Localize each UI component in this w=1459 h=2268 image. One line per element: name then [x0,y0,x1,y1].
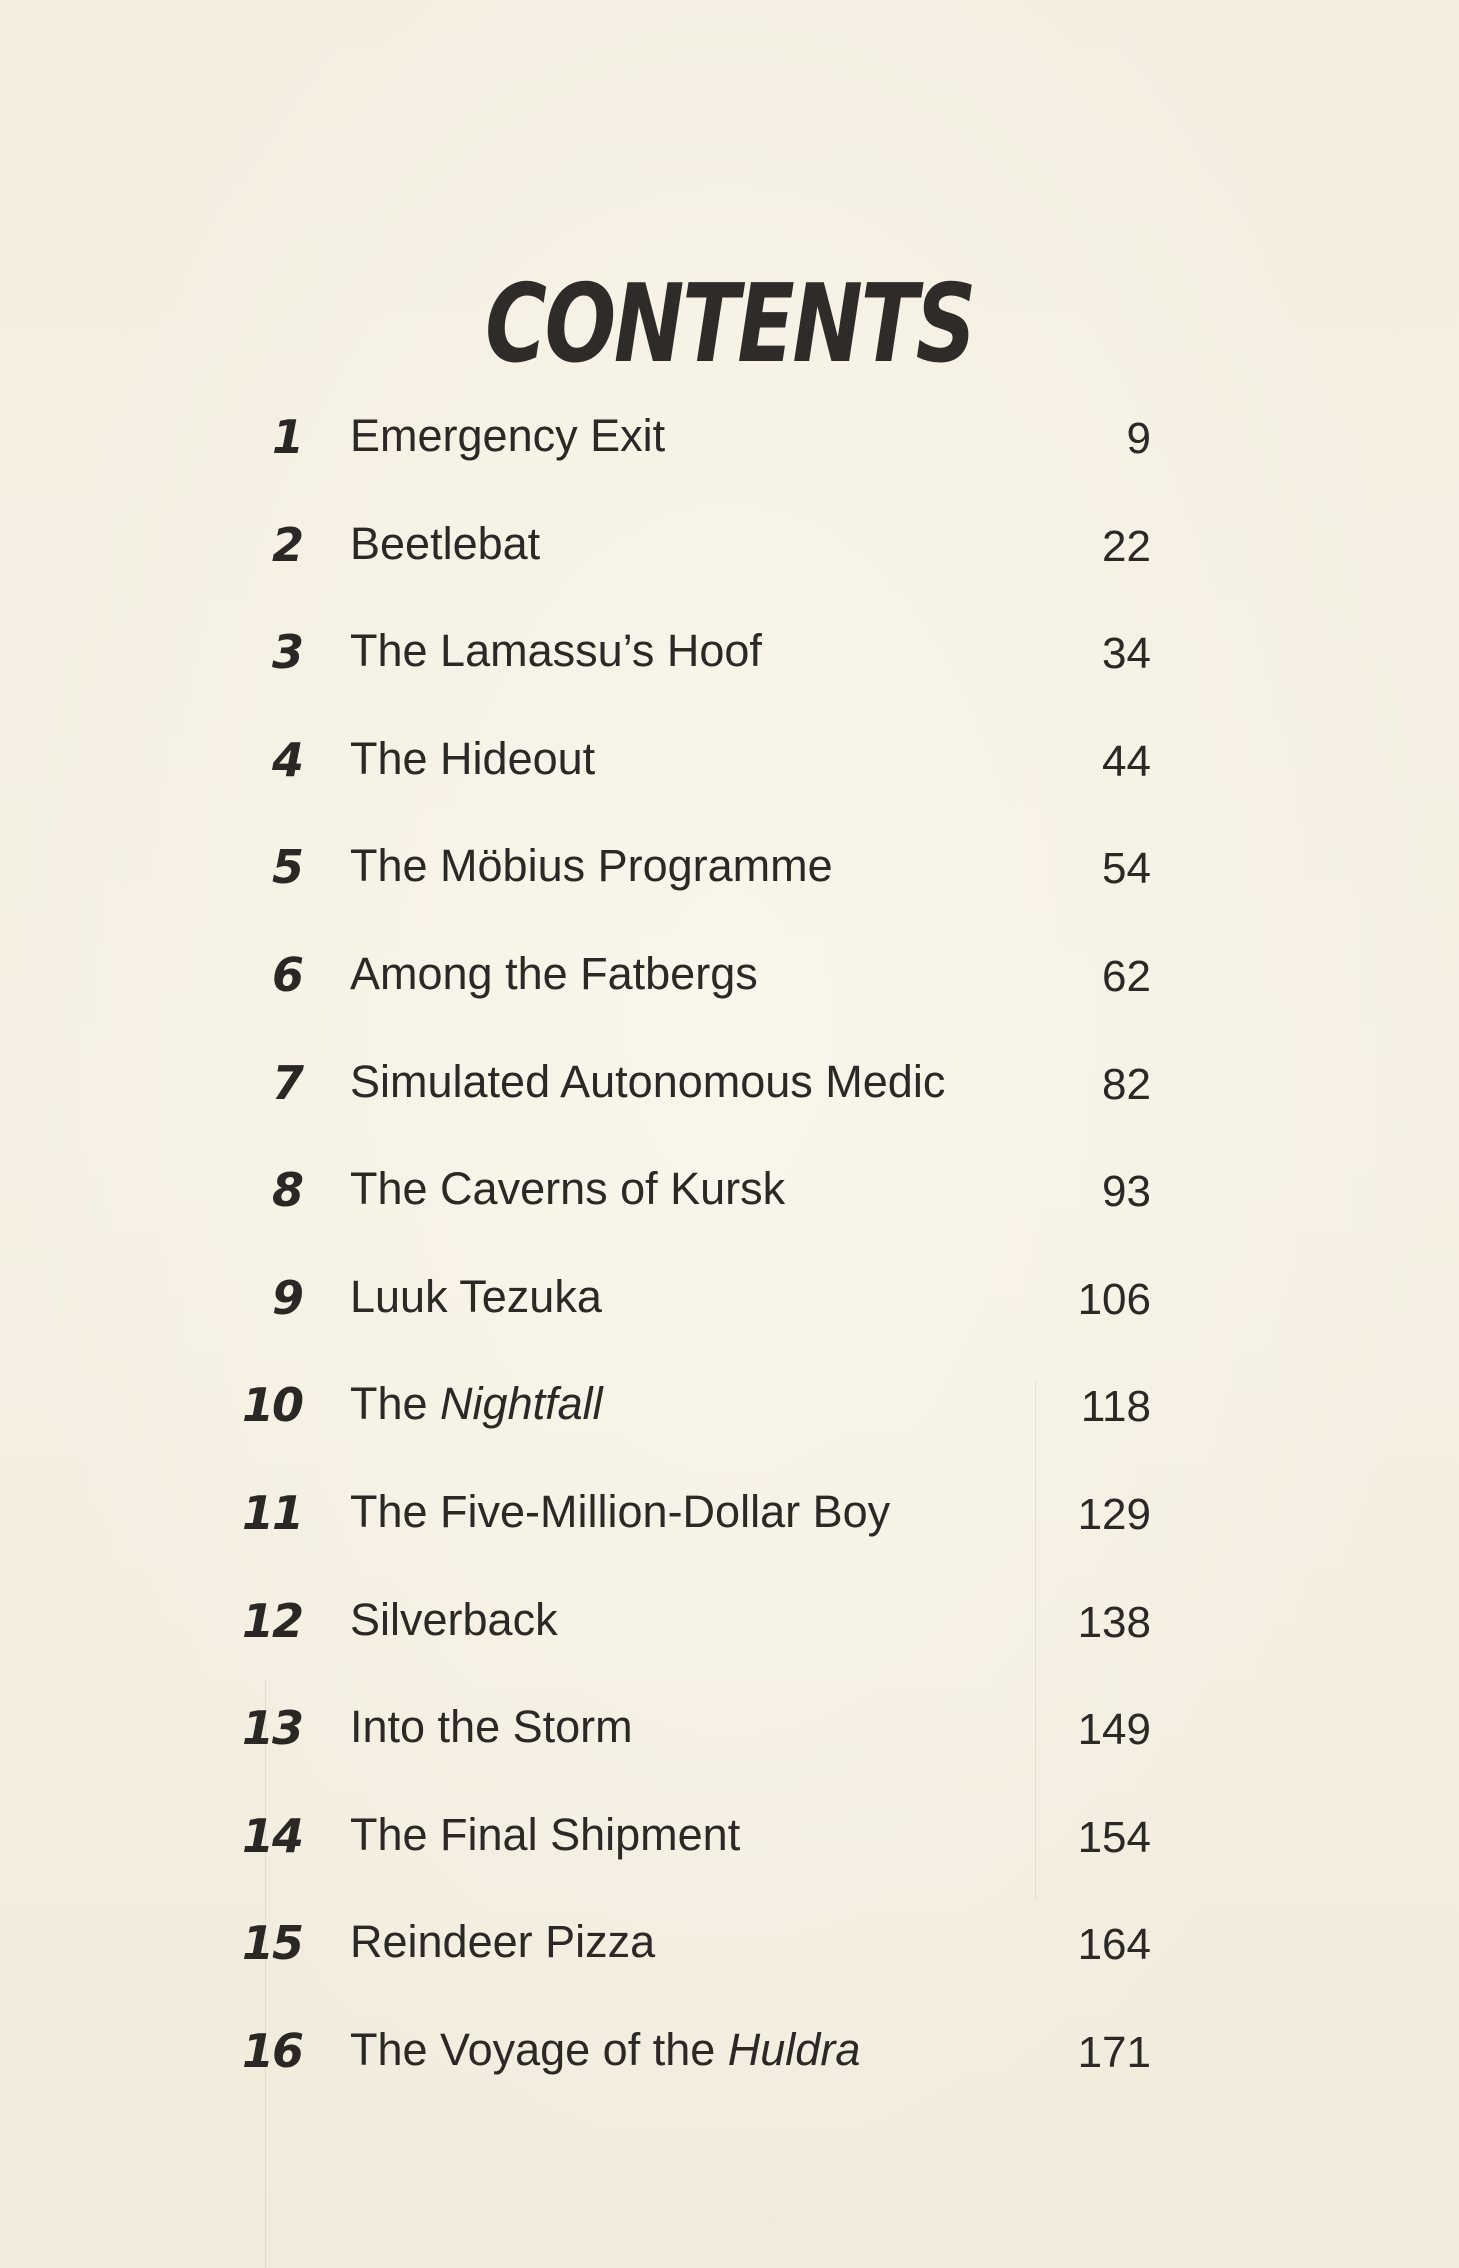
page-number: 62 [1102,951,1151,1001]
page-number: 54 [1102,844,1151,894]
chapter-title-ship-name: Huldra [727,2023,861,2075]
page-number: 129 [1077,1489,1151,1539]
chapter-number: 12 [241,1593,302,1648]
chapter-title: Beetlebat [350,517,541,569]
page-number: 154 [1077,1812,1151,1862]
page-number: 138 [1077,1597,1151,1647]
toc-entry [0,2014,1459,2122]
chapter-number: 2 [271,517,302,572]
chapter-number: 11 [241,1485,302,1540]
page-number: 9 [1126,414,1151,463]
toc-entry [0,1368,1459,1476]
chapter-title: Emergency Exit [350,410,666,461]
page-title: CONTENTS [485,262,975,388]
chapter-number: 7 [271,1055,302,1110]
toc-entry [0,400,1459,508]
chapter-title: The Five-Million-Dollar Boy [350,1485,891,1537]
chapter-number: 16 [241,2023,302,2078]
chapter-title [350,2024,860,2076]
chapter-number: 1 [271,410,302,464]
chapter-title: Reindeer Pizza [350,1916,656,1968]
toc-entry [0,1153,1459,1261]
chapter-number: 9 [271,1270,302,1325]
chapter-number: 13 [241,1701,302,1756]
chapter-title: The Final Shipment [350,1808,741,1860]
toc-entry [0,1046,1459,1154]
chapter-title: The Lamassu’s Hoof [350,625,762,677]
page-number: 22 [1102,521,1151,571]
page-number: 82 [1102,1059,1151,1109]
toc-entry [0,615,1459,723]
toc-entry [0,1584,1459,1692]
page-number: 34 [1102,629,1151,679]
chapter-number: 10 [241,1378,302,1433]
toc-entry [0,1691,1459,1799]
page-number: 164 [1077,1920,1151,1970]
toc-entry [0,1906,1459,2014]
page-number: 171 [1077,2027,1151,2077]
chapter-number: 15 [241,1916,302,1971]
toc-entry [0,508,1459,616]
chapter-title: Into the Storm [350,1701,633,1753]
toc-entry [0,830,1459,938]
table-of-contents [0,400,1459,2122]
chapter-title: The Caverns of Kursk [350,1163,786,1215]
toc-entry [0,938,1459,1046]
chapter-title: The Hideout [350,732,596,784]
chapter-title: Luuk Tezuka [350,1270,602,1322]
chapter-number: 4 [271,732,302,787]
chapter-number: 6 [271,947,302,1002]
chapter-title: Simulated Autonomous Medic [350,1055,946,1107]
chapter-number: 14 [241,1808,302,1863]
chapter-number: 3 [271,625,302,680]
toc-entry [0,1476,1459,1584]
page-number: 44 [1102,736,1151,786]
page-number: 93 [1102,1167,1151,1217]
toc-entry [0,723,1459,831]
chapter-number: 8 [271,1163,302,1218]
chapter-title-prefix: The [350,1378,441,1430]
chapter-number: 5 [271,840,302,895]
page-number: 118 [1080,1382,1151,1432]
chapter-title: Among the Fatbergs [350,947,758,999]
toc-entry [0,1799,1459,1907]
chapter-title-ship-name: Nightfall [440,1378,603,1430]
chapter-title [350,1378,603,1430]
page-number: 106 [1077,1274,1151,1324]
chapter-title: The Möbius Programme [350,840,833,892]
chapter-title: Silverback [350,1593,558,1645]
page-number: 149 [1077,1705,1151,1755]
toc-entry [0,1261,1459,1369]
chapter-title-prefix: The Voyage of the [350,2023,728,2075]
